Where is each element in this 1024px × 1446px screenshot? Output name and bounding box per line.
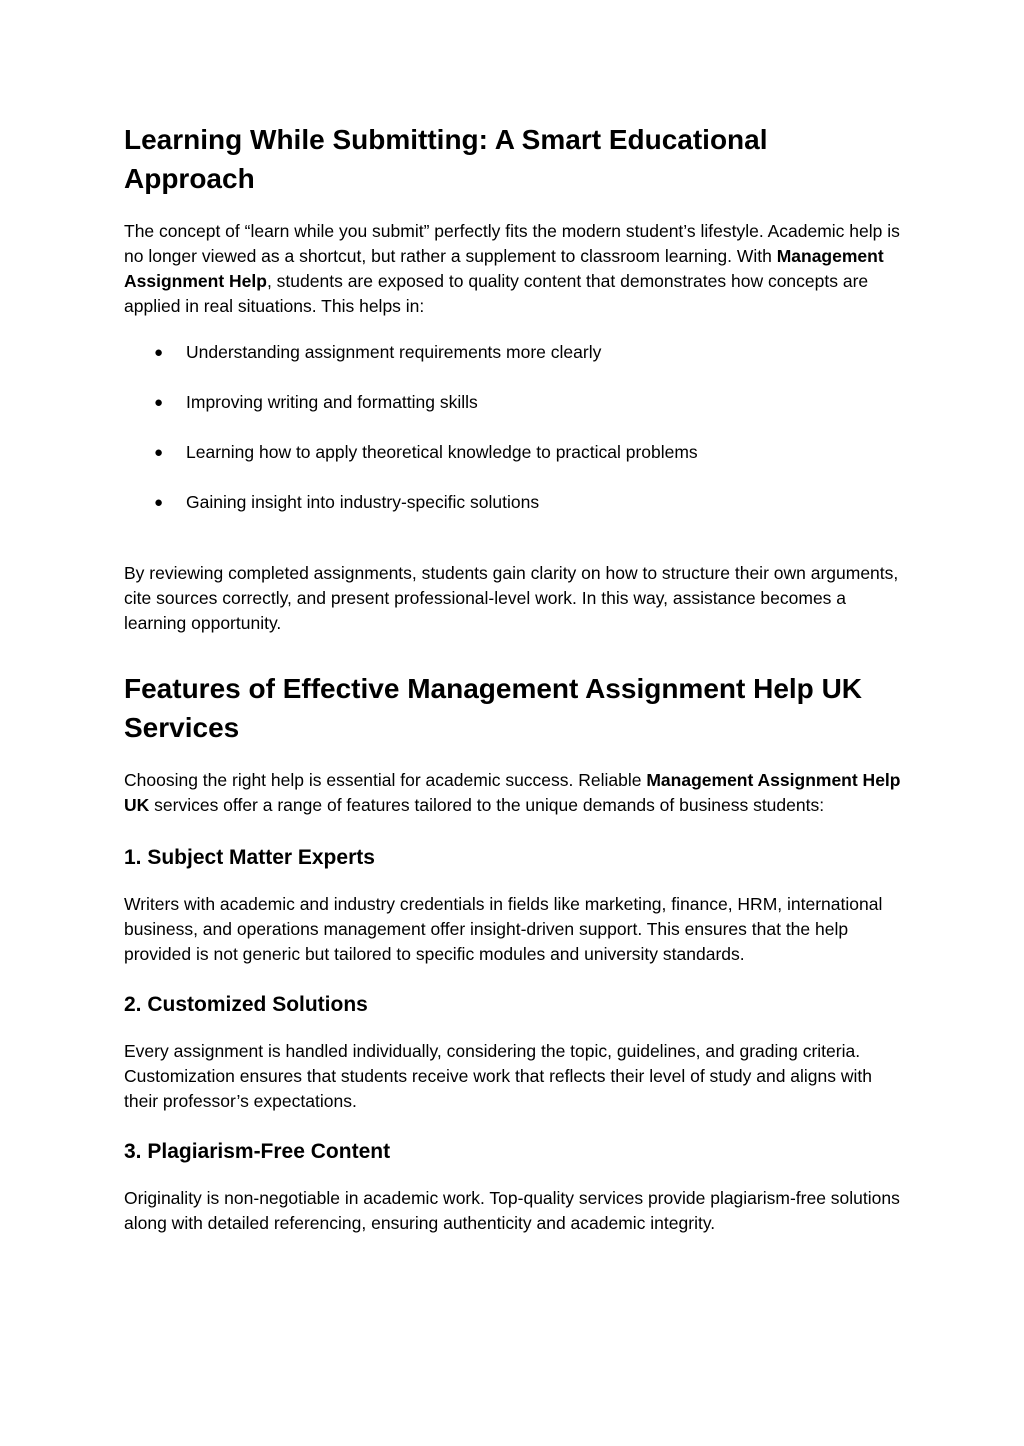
features-intro-bold-term: Management Assignment Help UK — [124, 770, 901, 815]
intro-paragraph — [124, 219, 904, 319]
intro-text-start: The concept of “learn while you submit” perfectly fits the modern student’s lifestyle. Academic help is no longer viewed as a shortcut, but rather a supplement to classroom learning. With — [124, 221, 900, 266]
feature-body-customized: Every assignment is handled individually, considering the topic, guidelines, and grading criteria. Customization ensures that students receive work that reflects their level of study and aligns with their professor’s expectations. — [124, 1041, 873, 1111]
bullet-icon: ● — [154, 394, 164, 411]
document-page — [124, 120, 904, 1236]
feature-heading-plagiarism: 3. Plagiarism-Free Content — [124, 1140, 391, 1163]
closing-paragraph: By reviewing completed assignments, students gain clarity on how to structure their own arguments, cite sources correctly, and present professional-level work. In this way, assistance becomes a learning opportunity. — [124, 563, 899, 633]
list-item — [124, 390, 904, 415]
bullet-icon: ● — [154, 494, 164, 511]
feature-body-experts: Writers with academic and industry credentials in fields like marketing, finance, HRM, international business, and operations management offer insight-driven support. This ensures that the help provided is not generic but tailored to specific modules and university standards. — [124, 894, 883, 964]
list-item-text: Gaining insight into industry-specific solutions — [186, 492, 540, 512]
feature-heading-experts: 1. Subject Matter Experts — [124, 846, 375, 869]
benefits-list — [124, 340, 904, 515]
list-item-text: Understanding assignment requirements more clearly — [186, 342, 602, 362]
features-intro-text-end: services offer a range of features tailored to the unique demands of business students: — [149, 795, 825, 815]
features-intro-text-start: Choosing the right help is essential for academic success. Reliable — [124, 770, 647, 790]
features-intro-paragraph — [124, 768, 904, 818]
bullet-icon: ● — [154, 344, 164, 361]
bullet-icon: ● — [154, 444, 164, 461]
intro-bold-term: Management Assignment Help — [124, 246, 884, 291]
list-item — [124, 340, 904, 365]
section-heading-features: Features of Effective Management Assignment Help UK Services — [124, 673, 863, 743]
list-item — [124, 490, 904, 515]
list-item-text: Improving writing and formatting skills — [186, 392, 478, 412]
intro-text-end: , students are exposed to quality content that demonstrates how concepts are applied in real situations. This helps in: — [124, 271, 869, 316]
feature-heading-customized: 2. Customized Solutions — [124, 993, 368, 1016]
section-heading-learning: Learning While Submitting: A Smart Educational Approach — [124, 124, 768, 194]
feature-body-plagiarism: Originality is non-negotiable in academic work. Top-quality services provide plagiarism-free solutions along with detailed referencing, ensuring authenticity and academic integrity. — [124, 1188, 900, 1233]
list-item-text: Learning how to apply theoretical knowledge to practical problems — [186, 442, 698, 462]
list-item — [124, 440, 904, 465]
